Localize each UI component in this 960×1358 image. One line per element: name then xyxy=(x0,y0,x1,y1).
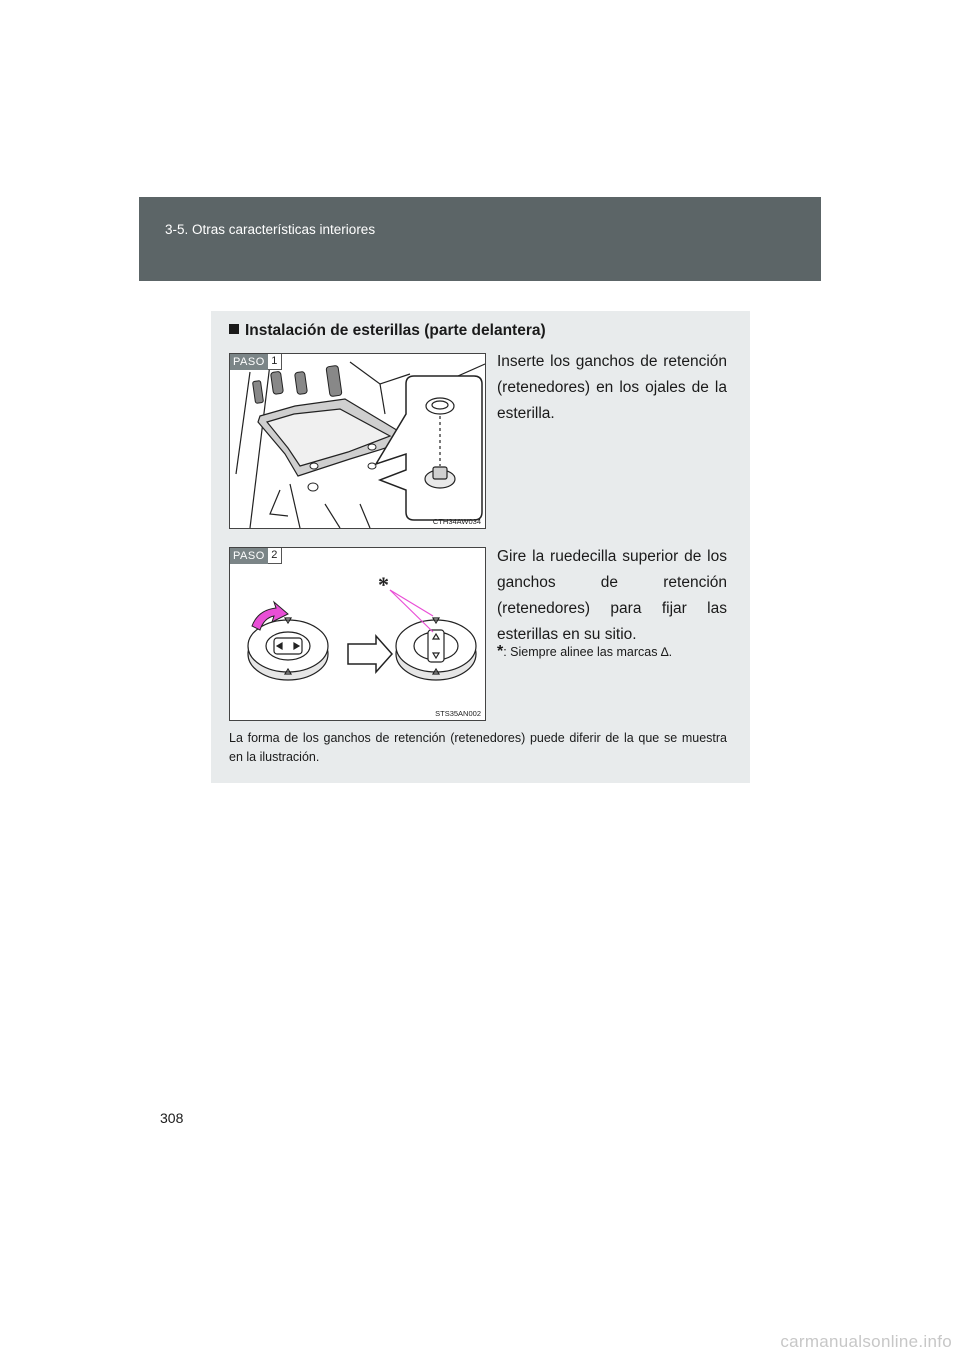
asterisk-mark: * xyxy=(497,643,504,660)
asterisk-note xyxy=(497,643,737,661)
step-label: PASO xyxy=(230,548,268,564)
watermark: carmanualsonline.info xyxy=(780,1332,952,1351)
box-title-text: Instalación de esterillas (parte delantera) xyxy=(245,322,546,339)
figure-code: STS35AN002 xyxy=(435,709,481,718)
step-2-text: Gire la ruedecilla superior de los ganchos de retención (retenedores) para fijar las esterillas en su sitio. xyxy=(497,548,727,643)
step-badge-2 xyxy=(230,548,282,564)
svg-text:*: * xyxy=(378,572,389,597)
info-box xyxy=(211,311,750,783)
step-number: 2 xyxy=(268,548,282,564)
figure-step-2 xyxy=(229,547,486,721)
square-bullet-icon xyxy=(229,324,239,334)
page-number: 308 xyxy=(160,1110,184,1126)
step-number: 1 xyxy=(268,354,282,370)
note-text: : Siempre alinee las marcas ∆. xyxy=(503,645,673,659)
step-badge-1 xyxy=(230,354,282,370)
figure-code: CTH34AW034 xyxy=(432,517,481,526)
section-title: 3-5. Otras características interiores xyxy=(165,222,376,237)
figure-step-1 xyxy=(229,353,486,529)
retainer-rotation-illustration xyxy=(230,548,485,720)
box-footnote: La forma de los ganchos de retención (retenedores) puede diferir de la que se muestra en la ilustración. xyxy=(229,731,727,764)
floor-mat-illustration xyxy=(230,354,485,528)
step-label: PASO xyxy=(230,354,268,370)
step-1-text: Inserte los ganchos de retención (retenedores) en los ojales de la esterilla. xyxy=(497,353,727,422)
box-title xyxy=(229,322,546,340)
section-header xyxy=(139,197,821,281)
